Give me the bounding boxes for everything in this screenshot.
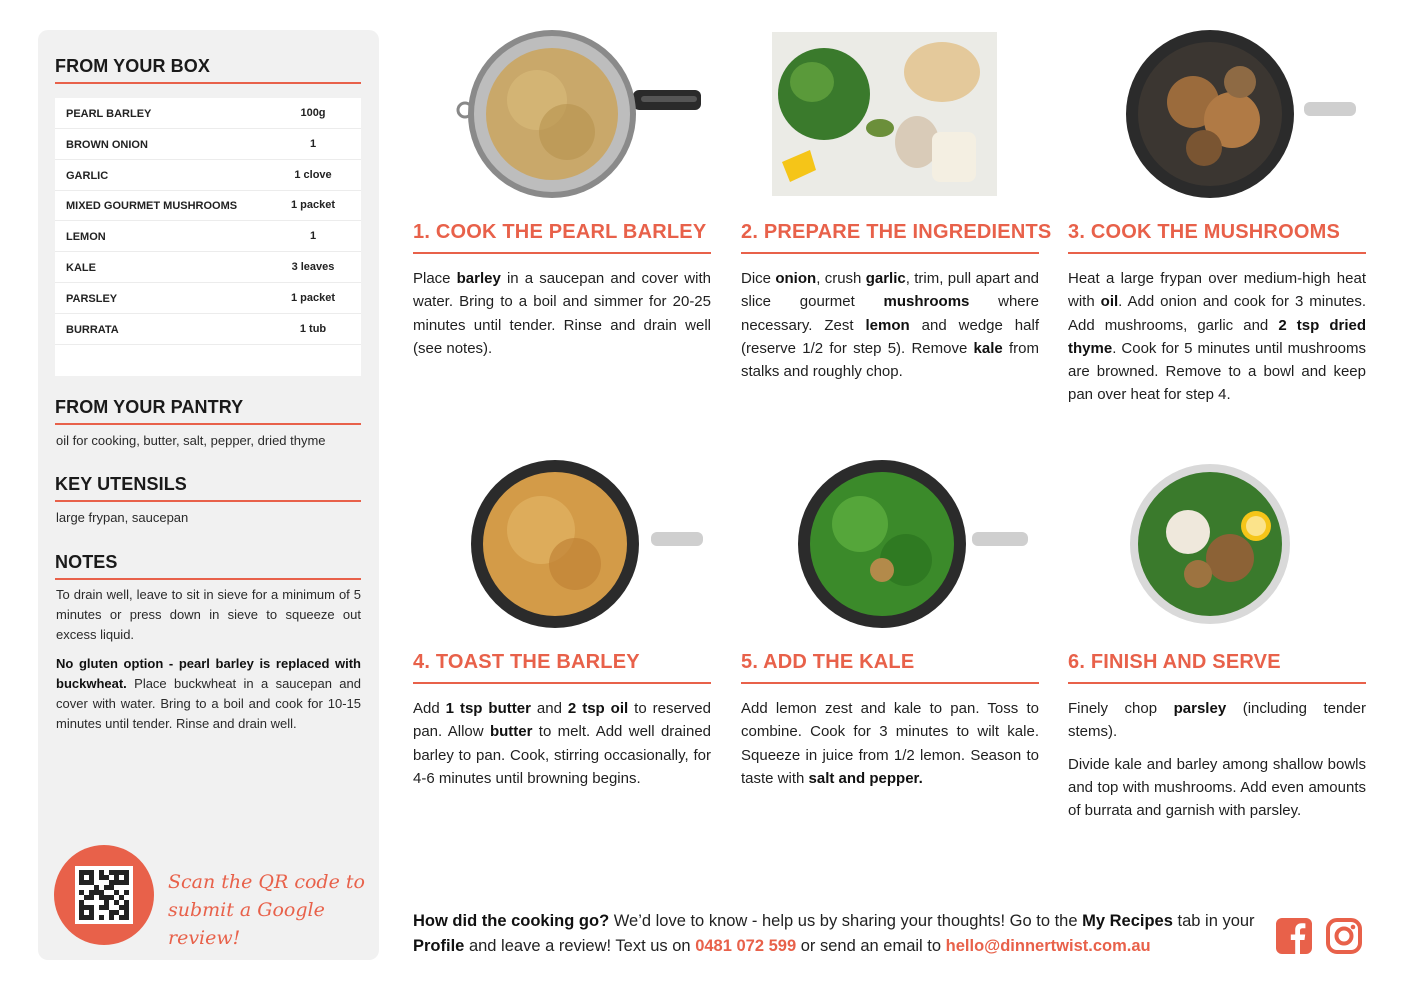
step-rule <box>1068 682 1366 684</box>
heading-rule <box>55 423 361 425</box>
utensils-heading: KEY UTENSILS <box>55 474 187 494</box>
instruction-text: Divide kale and barley among shallow bowls and top with mushrooms. Add even amounts of burrata and garnish with parsley. <box>1068 755 1366 820</box>
review-question: How did the cooking go? <box>413 912 610 930</box>
ingredient-quantity: 1 clove <box>294 168 332 181</box>
gluten-free-note <box>56 654 361 734</box>
instruction-text: (including tender stems). <box>1068 700 1366 741</box>
emphasized-ingredient: garlic <box>865 270 906 287</box>
step-title: 4. TOAST THE BARLEY <box>413 651 640 673</box>
ingredients-table <box>55 98 361 376</box>
emphasized-ingredient: kale <box>973 339 1003 357</box>
pantry-text: oil for cooking, butter, salt, pepper, dried thyme <box>56 433 326 448</box>
ingredient-row <box>55 221 361 252</box>
step-instructions <box>413 267 711 360</box>
ingredient-name: BURRATA <box>66 323 119 336</box>
mushroom-frypan-photo <box>1108 30 1358 198</box>
instruction-text: . Cook for 5 minutes until mushrooms are browned. Remove to a bowl and keep pan over heat for step 4. <box>1068 339 1366 404</box>
step-instructions <box>741 697 1039 790</box>
ingredient-name: KALE <box>66 262 96 274</box>
gluten-free-note-lead: No gluten option - pearl barley is replaced with buckwheat. <box>56 656 361 691</box>
ingredient-row <box>55 283 361 314</box>
instruction-text: from stalks and roughly chop. <box>741 339 1039 381</box>
step-instructions <box>1068 697 1366 822</box>
facebook-icon[interactable] <box>1275 917 1313 955</box>
emphasized-ingredient: mushrooms <box>883 293 970 311</box>
kale-frypan-photo <box>782 460 1032 628</box>
heading-rule <box>55 500 361 502</box>
ingredient-row <box>55 252 361 283</box>
ingredient-quantity: 3 leaves <box>291 261 335 273</box>
step-rule <box>741 252 1039 254</box>
notes-heading: NOTES <box>55 552 118 572</box>
emphasized-ingredient: barley <box>456 270 501 287</box>
email-link[interactable]: hello@dinnertwist.com.au <box>945 937 1151 955</box>
instruction-text: Add <box>413 700 446 717</box>
ingredient-quantity: 1 packet <box>290 291 336 304</box>
step-rule <box>413 682 711 684</box>
prepared-ingredients-photo <box>772 32 997 196</box>
qr-badge[interactable] <box>54 845 154 945</box>
instruction-text: to melt. Add well drained barley to pan. Cook, stirring occasionally, for 4-6 minutes until browning begins. <box>413 723 712 787</box>
step-instructions <box>741 267 1039 383</box>
step-instructions <box>1068 267 1366 407</box>
step-title: 2. PREPARE THE INGREDIENTS <box>741 221 1052 243</box>
ingredient-name: PARSLEY <box>66 292 118 305</box>
step-paragraph <box>1068 697 1366 744</box>
profile-label: Profile <box>413 937 465 955</box>
ingredient-name: PEARL BARLEY <box>66 108 152 120</box>
step-paragraph <box>1068 267 1366 407</box>
heading-rule <box>55 578 361 580</box>
step-rule <box>413 252 711 254</box>
emphasized-ingredient: onion <box>775 270 817 287</box>
step-title: 6. FINISH AND SERVE <box>1068 651 1281 673</box>
footer-text: or send an email to <box>796 937 946 955</box>
emphasized-ingredient: 2 tsp dried thyme <box>1068 316 1366 357</box>
emphasized-ingredient: 2 tsp oil <box>567 700 629 717</box>
ingredient-row <box>55 98 361 129</box>
emphasized-ingredient: oil <box>1100 293 1119 311</box>
heading-rule <box>55 82 361 84</box>
ingredient-name: LEMON <box>66 231 106 244</box>
pantry-heading: FROM YOUR PANTRY <box>55 397 244 417</box>
step-paragraph <box>741 267 1039 383</box>
ingredient-quantity: 1 <box>309 230 317 243</box>
ingredients-sidebar <box>38 30 379 960</box>
step-paragraph <box>413 267 711 360</box>
footer-text: tab in your <box>1172 912 1255 930</box>
footer-text: We’d love to know - help us by sharing your thoughts! Go to the <box>609 912 1083 930</box>
qr-caption-line: submit a Google review! <box>168 899 325 949</box>
ingredient-row <box>55 190 361 221</box>
instruction-text: Dice <box>741 270 776 287</box>
ingredient-row <box>55 160 361 191</box>
instruction-text: . Add onion and cook for 3 minutes. Add mushrooms, garlic and <box>1068 293 1366 334</box>
ingredient-name: MIXED GOURMET MUSHROOMS <box>66 200 238 213</box>
step-paragraph <box>741 697 1039 790</box>
instruction-text: and <box>530 700 568 717</box>
phone-link[interactable]: 0481 072 599 <box>695 937 797 955</box>
gluten-free-note-text: Place buckwheat in a saucepan and cover with water. Bring to a boil and cook for 10-15 minutes until tender. Rinse and drain well. <box>56 676 361 731</box>
ingredient-name: GARLIC <box>66 169 109 182</box>
step-rule <box>1068 252 1366 254</box>
instruction-text: , trim, pull apart and slice gourmet <box>741 270 1039 311</box>
instagram-icon[interactable] <box>1325 917 1363 955</box>
instruction-text: to reserved pan. Allow <box>413 700 711 741</box>
ingredient-quantity: 1 <box>309 137 317 150</box>
emphasized-ingredient: lemon <box>865 316 910 334</box>
emphasized-ingredient: parsley <box>1173 700 1227 717</box>
instruction-text: Place <box>413 270 457 287</box>
step-title: 3. COOK THE MUSHROOMS <box>1068 221 1340 243</box>
toasted-barley-frypan-photo <box>455 460 705 628</box>
ingredient-quantity: 1 tub <box>299 322 327 335</box>
finished-dish-photo <box>1128 462 1293 627</box>
ingredient-quantity: 100g <box>300 107 326 119</box>
instruction-text: Add lemon zest and kale to pan. Toss to combine. Cook for 3 minutes to wilt kale. Squeeze in juice from 1/2 lemon. Season to taste with <box>741 700 1039 787</box>
instruction-text: in a saucepan and cover with water. Bring to a boil and simmer for 20-25 minutes until tender. Rinse and drain well (see notes). <box>413 270 711 357</box>
step-title: 1. COOK THE PEARL BARLEY <box>413 221 707 243</box>
my-recipes-label: My Recipes <box>1082 912 1173 930</box>
step-rule <box>741 682 1039 684</box>
emphasized-ingredient: salt and pepper. <box>808 769 923 787</box>
qr-caption-line: Scan the QR code to <box>168 871 365 893</box>
step-instructions <box>413 697 711 790</box>
from-box-heading: FROM YOUR BOX <box>55 56 210 76</box>
emphasized-ingredient: butter <box>489 723 533 741</box>
ingredient-name: BROWN ONION <box>66 138 148 151</box>
qr-caption <box>168 868 368 952</box>
review-prompt <box>413 909 1263 959</box>
instruction-text: where necessary. Zest <box>741 293 1039 334</box>
instruction-text: Finely chop <box>1068 700 1174 717</box>
ingredient-row <box>55 314 361 345</box>
step-paragraph <box>1068 753 1366 823</box>
ingredient-row <box>55 129 361 160</box>
step-title: 5. ADD THE KALE <box>741 651 915 673</box>
qr-code[interactable] <box>75 866 133 924</box>
instruction-text: , crush <box>816 270 866 287</box>
emphasized-ingredient: 1 tsp butter <box>445 700 531 717</box>
instruction-text: and wedge half (reserve 1/2 for step 5). Remove <box>741 316 1039 357</box>
instruction-text: Heat a large frypan over medium-high heat with <box>1068 270 1366 311</box>
utensils-text: large frypan, saucepan <box>56 510 189 525</box>
barley-saucepan-photo <box>455 30 705 198</box>
step-paragraph <box>413 697 711 790</box>
ingredient-quantity: 1 packet <box>290 199 336 212</box>
notes-paragraph: To drain well, leave to sit in sieve for a minimum of 5 minutes or press down in sieve to squeeze out excess liquid. <box>56 587 361 642</box>
footer-text: and leave a review! Text us on <box>464 937 696 955</box>
